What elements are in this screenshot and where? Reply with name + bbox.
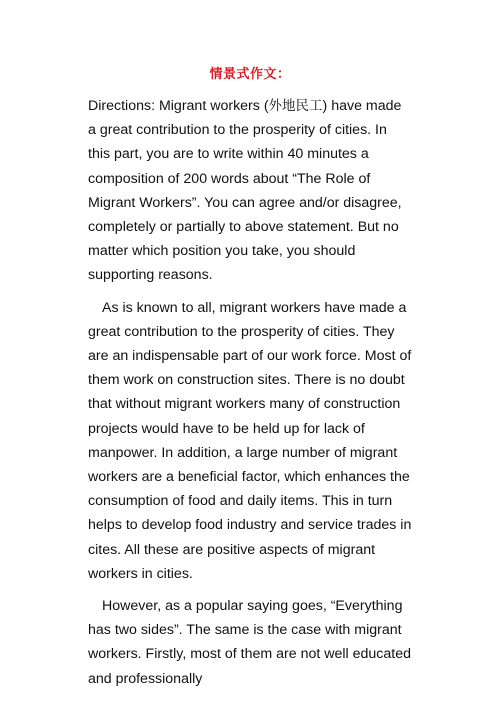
essay-paragraph-2: However, as a popular saying goes, “Everything has two sides”. The same is the case with migrant workers. Firstly, most of them are not well educated and professionally [88, 598, 412, 687]
page-title: 情景式作文： [209, 67, 291, 82]
directions-prefix: Directions: Migrant workers ( [88, 98, 269, 114]
directions-suffix: ) have made a great contribution to the prosperity of cities. In this part, you are to write within 40 minutes a composition of 200 words about “The Role of Migrant Workers”. You can agree and/or disagree, completely or partially to above statement. But no matter which position you take, you should supporting reasons. [88, 98, 402, 284]
directions-chinese-term: 外地民工 [268, 98, 323, 114]
essay-paragraph-1: As is known to all, migrant workers have made a great contribution to the prosperity of cities. They are an indispensable part of our work force. Most of them work on construction sites. There is no doubt that without migrant workers many of construction projects would have to be held up for lack of manpower. In addition, a large number of migrant workers are a beneficial factor, which enhances the consumption of food and daily items. This in turn helps to develop food industry and service trades in cites. All these are positive aspects of migrant workers in cities. [88, 299, 412, 582]
directions-paragraph [88, 94, 412, 288]
